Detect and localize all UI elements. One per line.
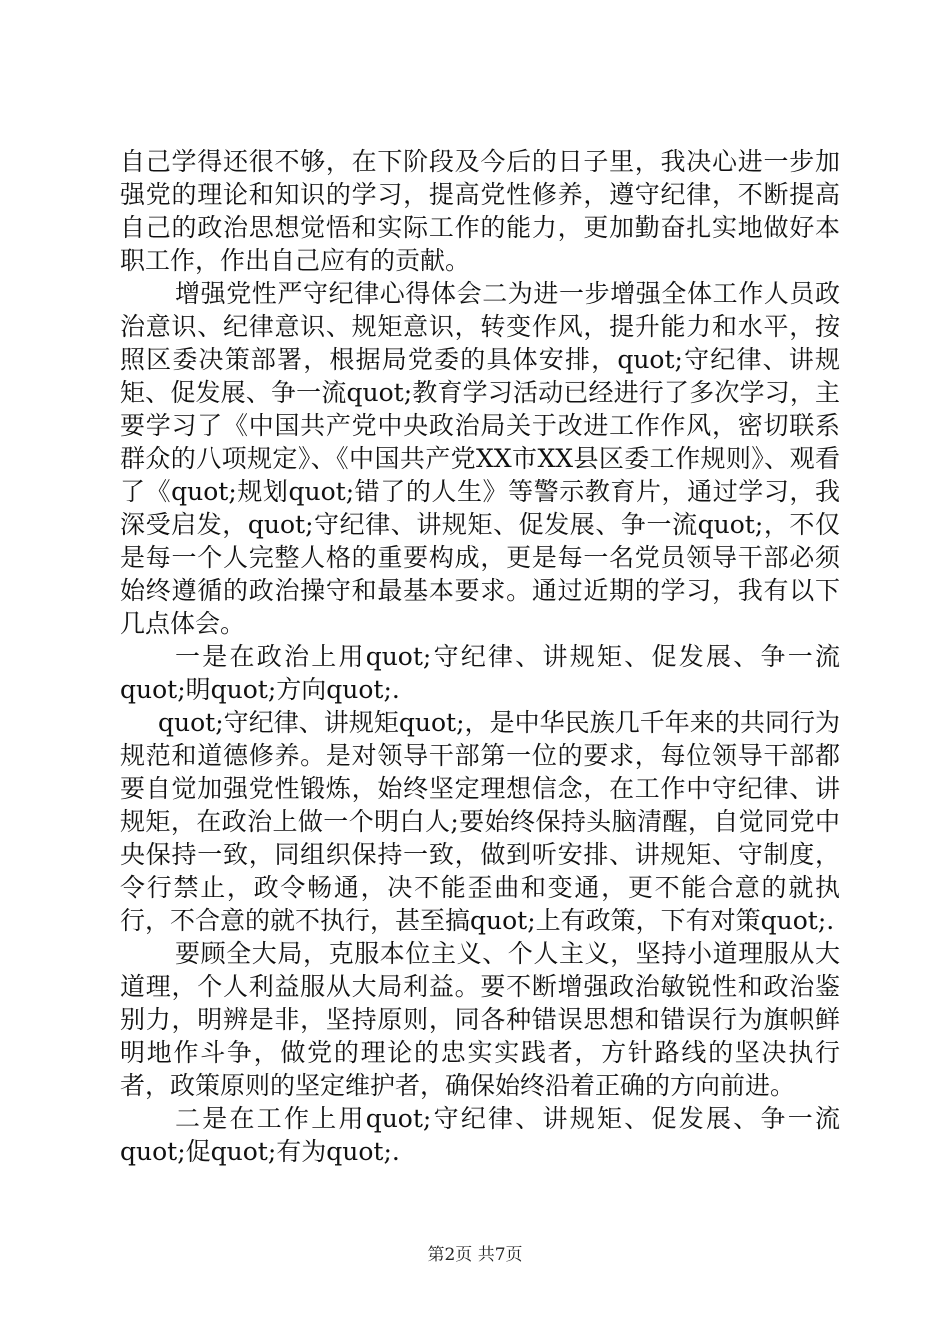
paragraph-6: 二是在工作上用quot;守纪律、讲规矩、促发展、争一流quot;促quot;有为quot;.	[120, 1104, 840, 1166]
paragraph-4: quot;守纪律、讲规矩quot;，是中华民族几千年来的共同行为规范和道德修养。是对领导干部第一位的要求，每位领导干部都要自觉加强党性锻炼，始终坚定理想信念，在工作中守纪律、讲规矩，在政治上做一个明白人;要始终保持头脑清醒，自觉同党中央保持一致，同组织保持一致，做到听安排、讲规矩、守制度，令行禁止，政令畅通，决不能歪曲和变通，更不能合意的就执行，不合意的就不执行，甚至搞quot;上有政策，下有对策quot;.	[120, 708, 840, 935]
paragraph-2: 增强党性严守纪律心得体会二为进一步增强全体工作人员政治意识、纪律意识、规矩意识，转变作风，提升能力和水平，按照区委决策部署，根据局党委的具体安排，quot;守纪律、讲规矩、促发展、争一流quot;教育学习活动已经进行了多次学习，主要学习了《中国共产党中央政治局关于改进工作作风，密切联系群众的八项规定》、《中国共产党XX市XX县区委工作规则》、观看了《quot;规划quot;错了的人生》等警示教育片，通过学习，我深受启发，quot;守纪律、讲规矩、促发展、争一流quot;，不仅是每一个人完整人格的重要构成，更是每一名党员领导干部必须始终遵循的政治操守和最基本要求。通过近期的学习，我有以下几点体会。	[120, 279, 840, 638]
body-text	[120, 145, 840, 1168]
paragraph-3: 一是在政治上用quot;守纪律、讲规矩、促发展、争一流quot;明quot;方向quot;.	[120, 642, 840, 704]
paragraph-5: 要顾全大局，克服本位主义、个人主义，坚持小道理服从大道理，个人利益服从大局利益。要不断增强政治敏锐性和政治鉴别力，明辨是非，坚持原则，同各种错误思想和错误行为旗帜鲜明地作斗争，做党的理论的忠实实践者，方针路线的坚决执行者，政策原则的坚定维护者，确保始终沿着正确的方向前进。	[120, 939, 840, 1100]
paragraph-1: 自己学得还很不够，在下阶段及今后的日子里，我决心进一步加强党的理论和知识的学习，提高党性修养，遵守纪律，不断提高自己的政治思想觉悟和实际工作的能力，更加勤奋扎实地做好本职工作，作出自己应有的贡献。	[120, 147, 840, 275]
page-number-footer: 第2页 共7页	[427, 1245, 523, 1265]
